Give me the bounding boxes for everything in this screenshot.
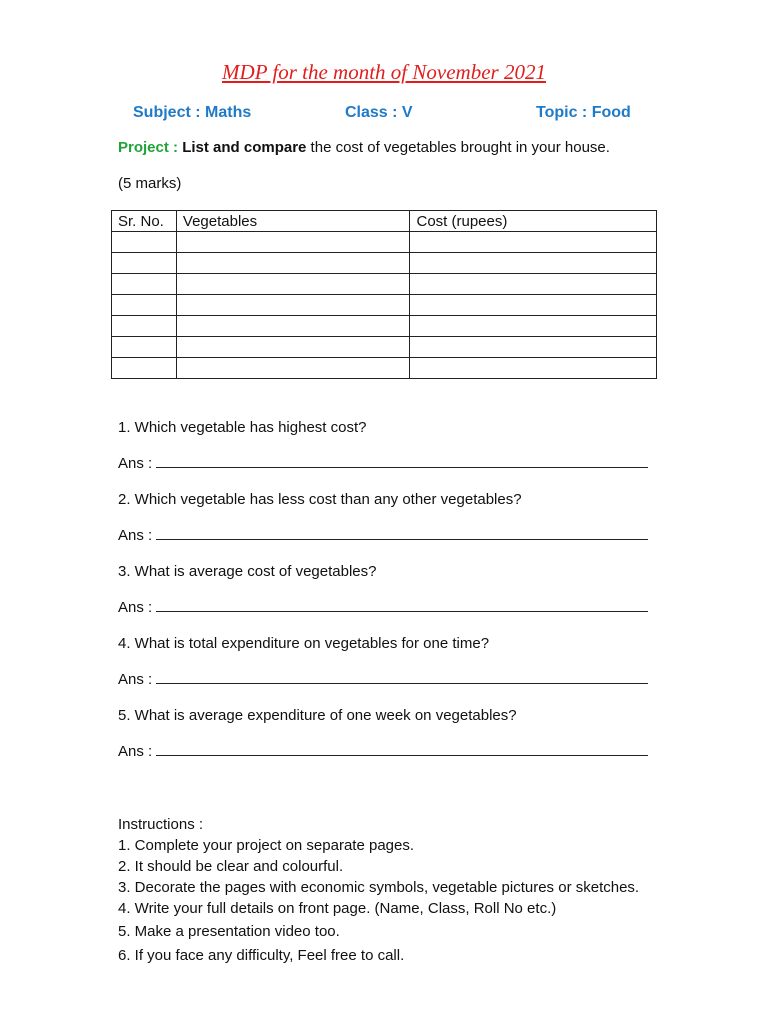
table-row — [112, 295, 657, 316]
question-5: 5. What is average expenditure of one week on vegetables? — [118, 707, 517, 724]
table-cell[interactable] — [176, 316, 410, 337]
table-row — [112, 232, 657, 253]
answer-5 — [118, 743, 648, 760]
table-cell[interactable] — [112, 337, 177, 358]
answer-label: Ans : — [118, 455, 153, 472]
header-vegetables: Vegetables — [176, 211, 410, 232]
table-cell[interactable] — [176, 295, 410, 316]
answer-label: Ans : — [118, 671, 153, 688]
table-row — [112, 337, 657, 358]
vegetable-cost-table — [111, 210, 657, 379]
table-cell[interactable] — [410, 295, 657, 316]
header-sr-no: Sr. No. — [112, 211, 177, 232]
answer-line[interactable] — [156, 671, 648, 684]
table-row — [112, 274, 657, 295]
subject-label: Subject : Maths — [133, 104, 252, 121]
answer-2 — [118, 527, 648, 544]
table-cell[interactable] — [112, 358, 177, 379]
question-1: 1. Which vegetable has highest cost? — [118, 419, 367, 436]
answer-line[interactable] — [156, 599, 648, 612]
table-cell[interactable] — [176, 358, 410, 379]
marks-label: (5 marks) — [118, 175, 182, 192]
answer-1 — [118, 455, 648, 472]
header-cost: Cost (rupees) — [410, 211, 657, 232]
table-row — [112, 253, 657, 274]
topic-label: Topic : Food — [536, 104, 631, 121]
instruction-item: 2. It should be clear and colourful. — [118, 858, 344, 875]
table-cell[interactable] — [112, 295, 177, 316]
table-row — [112, 316, 657, 337]
table-cell[interactable] — [112, 232, 177, 253]
table-cell[interactable] — [410, 232, 657, 253]
instruction-item: 6. If you face any difficulty, Feel free to call. — [118, 947, 405, 964]
page-title: MDP for the month of November 2021 — [222, 60, 546, 84]
table-cell[interactable] — [176, 274, 410, 295]
table-cell[interactable] — [410, 358, 657, 379]
class-label: Class : V — [345, 104, 413, 121]
instructions-heading: Instructions : — [118, 816, 204, 833]
answer-label: Ans : — [118, 599, 153, 616]
answer-line[interactable] — [156, 743, 648, 756]
project-description — [118, 139, 610, 156]
question-3: 3. What is average cost of vegetables? — [118, 563, 377, 580]
answer-4 — [118, 671, 648, 688]
instruction-item: 3. Decorate the pages with economic symbols, vegetable pictures or sketches. — [118, 879, 640, 896]
project-label: Project : — [118, 139, 179, 156]
answer-3 — [118, 599, 648, 616]
answer-line[interactable] — [156, 455, 648, 468]
question-2: 2. Which vegetable has less cost than any other vegetables? — [118, 491, 522, 508]
table-cell[interactable] — [410, 274, 657, 295]
table-cell[interactable] — [176, 232, 410, 253]
table-cell[interactable] — [112, 274, 177, 295]
project-text: the cost of vegetables brought in your house. — [306, 139, 610, 156]
table-cell[interactable] — [112, 253, 177, 274]
table-cell[interactable] — [176, 337, 410, 358]
instruction-item: 5. Make a presentation video too. — [118, 923, 340, 940]
instruction-item: 1. Complete your project on separate pages. — [118, 837, 415, 854]
table-cell[interactable] — [112, 316, 177, 337]
answer-label: Ans : — [118, 527, 153, 544]
table-row — [112, 358, 657, 379]
answer-label: Ans : — [118, 743, 153, 760]
table-cell[interactable] — [410, 316, 657, 337]
question-4: 4. What is total expenditure on vegetables for one time? — [118, 635, 490, 652]
answer-line[interactable] — [156, 527, 648, 540]
table-cell[interactable] — [410, 253, 657, 274]
table-cell[interactable] — [410, 337, 657, 358]
project-emphasis: List and compare — [182, 139, 307, 156]
table-header-row — [112, 211, 657, 232]
instruction-item: 4. Write your full details on front page. (Name, Class, Roll No etc.) — [118, 900, 557, 917]
table-cell[interactable] — [176, 253, 410, 274]
